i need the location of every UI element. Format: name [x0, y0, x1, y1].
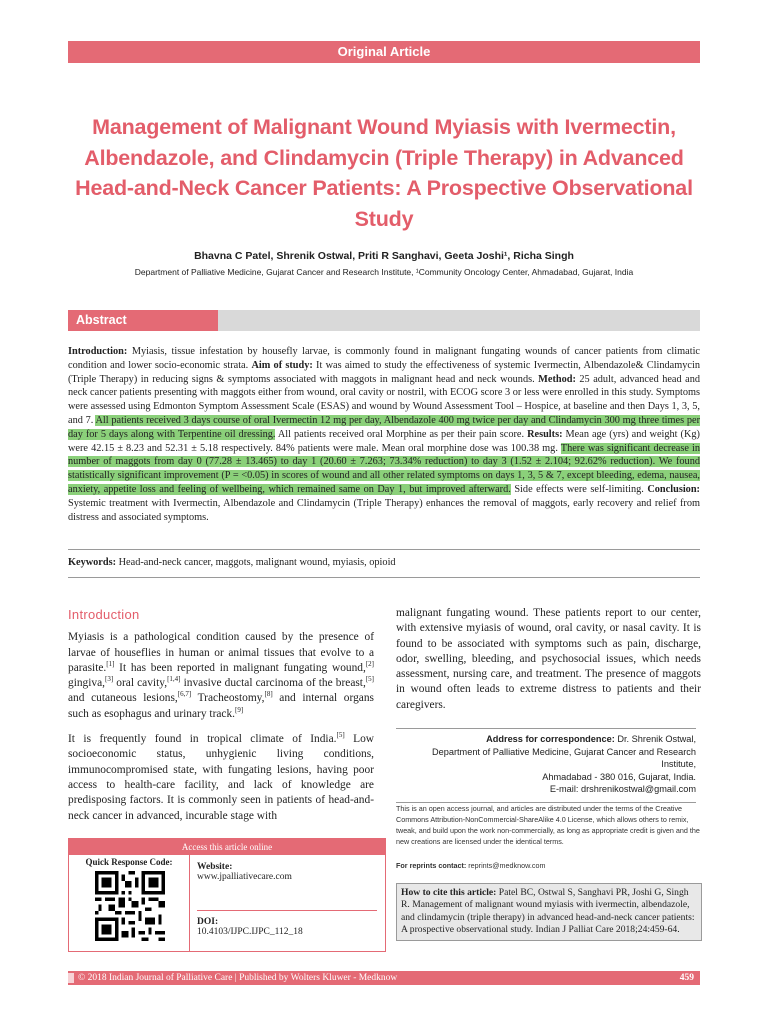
paragraph: malignant fungating wound. These patients report to our center, with extensive myiasis of wound, oral cavity, or nasal cavity. It is found to be associated with symptoms such as pain, discharge, odor, swelling, bleeding, and psychosocial issues, which needs assessment, nursing care, and treatment. The presence of maggots in wound often leads to extreme distress to patients and their caregivers. — [396, 607, 701, 711]
correspondence-email[interactable]: E-mail: drshrenikostwal@gmail.com — [549, 784, 696, 794]
correspondence-line: Ahmadabad - 380 016, Gujarat, India. — [542, 771, 696, 782]
abstract-method: 25 adult, advanced head and neck cancer patients presenting with maggots either from wound, oral cavity or nostril, with ECOG score 3 or less were enrolled in this study. Symptoms were assessed using Edmonton Symptom Assessment Scale (ESAS) and wound by Wound Assessment Tool – Hospice, at baseline and then Days 1, 3, 5, and 7. — [68, 373, 700, 426]
abstract-results-tail: Side effects were self-limiting. — [510, 483, 648, 495]
abstract-conclusion: Systemic treatment with Ivermectin, Albendazole and Clindamycin (Triple Therapy) enhances the removal of maggots, early recovery and relief from distress and associated symptoms. — [68, 497, 700, 523]
divider — [68, 577, 700, 578]
abstract-header — [68, 310, 700, 331]
paragraph: It is frequently found in tropical climate of India.[5] Low socioeconomic status, unhygienic living conditions, immunocompromised state, with fungating lesions, having poor access to health-care facility, and lack of knowledge are predisposing factors. It is commonly seen in patients of head-and-neck cancer in advanced, incurable stage with — [68, 731, 374, 822]
footer-marker — [68, 973, 74, 983]
correspondence-line: Department of Palliative Medicine, Gujarat Cancer and Research Institute, — [431, 746, 696, 769]
paragraph: Myiasis is a pathological condition caused by the presence of larvae of houseflies in human or animal tissues that evolve to a parasite.[1] It has been reported in malignant fungating wound,[2] gingiva,[3] oral cavity,[1,4] invasive ductal carcinoma of the breast,[5] and cutaneous lesions,[6,7] Tracheostomy,[8] and internal organs such as esophagus and urinary track.[9] — [68, 631, 374, 720]
citation-label: How to cite this article: — [401, 887, 497, 898]
qr-code-icon[interactable] — [95, 871, 165, 941]
abstract-label: Abstract — [68, 310, 218, 331]
abstract-results-highlight: There was significant decrease in number of maggots from day 0 (77.28 ± 13.465) to day 1 (20.60 ± 7.263; 73.34% reduction) to day 3 (1.52 ± 2.104; 92.62% reduction). We found statistically significant improvement (P = <0.05) in scores of wound and all other related symptoms on days 1, 3, 5 & 7, except bleeding, edema, nausea, anxiety, appetite loss and feeling of wellbeing, which remained same on Day 1, but improved afterward. — [68, 442, 700, 495]
doi-block — [197, 910, 377, 937]
author-list: Bhavna C Patel, Shrenik Ostwal, Priti R Sanghavi, Geeta Joshi¹, Richa Singh — [194, 250, 574, 262]
website-link[interactable]: www.jpalliativecare.com — [197, 872, 292, 882]
correspondence-name: Dr. Shrenik Ostwal, — [614, 734, 696, 744]
citation-text: Patel BC, Ostwal S, Sanghavi PR, Joshi G, Singh R. Management of malignant wound myiasis with ivermectin, albendazole, and clindamycin (triple therapy) in advanced head-and-neck cancer patients: A prospective observational study. Indian J Palliat Care 2018;24:459-64. — [401, 887, 695, 936]
qr-label: Quick Response Code: — [85, 857, 173, 867]
doi-label: DOI: — [197, 917, 219, 927]
affiliation: Department of Palliative Medicine, Gujarat Cancer and Research Institute, ¹Community Oncology Center, Ahmadabad, Gujarat, India — [134, 267, 634, 277]
correspondence-label: Address for correspondence: — [486, 734, 615, 744]
reprints-email[interactable]: reprints@medknow.com — [466, 861, 546, 870]
abstract-method-label: Method: — [538, 373, 576, 385]
column-left — [68, 607, 374, 834]
section-heading-introduction: Introduction — [68, 607, 140, 622]
citation-box — [396, 883, 702, 941]
qr-section — [69, 855, 190, 951]
column-right — [396, 606, 701, 723]
doi-value[interactable]: 10.4103/IJPC.IJPC_112_18 — [197, 927, 303, 937]
abstract-results: Mean age (yrs) and weight (Kg) were 42.15 ± 8.23 and 52.31 ± 5.18 respectively. 84% patients were male. Mean oral morphine dose was 100.38 mg. — [68, 428, 700, 454]
website-label: Website: — [197, 862, 233, 872]
article-type-banner: Original Article — [68, 41, 700, 63]
abstract-results-label: Results: — [527, 428, 563, 440]
abstract-aim-label: Aim of study: — [251, 359, 313, 371]
abstract-body — [68, 345, 700, 524]
correspondence-block — [396, 728, 696, 803]
access-online-box — [68, 838, 386, 952]
page-number: 459 — [679, 973, 694, 983]
access-header: Access this article online — [69, 839, 385, 855]
abstract-method-tail: All patients received oral Morphine as per their pain score. — [275, 428, 528, 440]
divider — [68, 549, 700, 550]
keywords — [68, 557, 700, 568]
website-block — [197, 862, 292, 882]
footer-text: © 2018 Indian Journal of Palliative Care | Published by Wolters Kluwer - Medknow — [78, 973, 398, 983]
abstract-conclusion-label: Conclusion: — [647, 483, 700, 495]
abstract-method-highlight: All patients received 3 days course of oral Ivermectin 12 mg per day, Albendazole 400 mg twice per day and Clindamycin 300 mg three times per day for 5 days along with Terpentine oil dressing. — [68, 414, 700, 440]
article-title: Management of Malignant Wound Myiasis with Ivermectin, Albendazole, and Clindamycin (Triple Therapy) in Advanced Head-and-Neck Cancer Patients: A Prospective Observational Study — [75, 115, 693, 231]
reprints-contact — [396, 861, 546, 870]
keywords-label: Keywords: — [68, 557, 117, 568]
keywords-text: Head-and-neck cancer, maggots, malignant wound, myiasis, opioid — [116, 557, 396, 568]
abstract-intro: Myiasis, tissue infestation by housefly larvae, is commonly found in malignant fungating wounds of cancer patients from climatic condition and lower socio-economic strata. — [68, 346, 700, 371]
access-details — [191, 855, 383, 951]
reprints-label: For reprints contact: — [396, 861, 467, 870]
abstract-intro-label: Introduction: — [68, 346, 128, 357]
open-access-notice: This is an open access journal, and articles are distributed under the terms of the Creative Commons Attribution-NonCommercial-ShareAlike 4.0 License, which allows others to remix, tweak, and build upon the work non-commercially, as long as appropriate credit is given and the new creations are licensed under the identical terms. — [396, 804, 700, 846]
abstract-aim: It was aimed to study the effectiveness of systemic Ivermectin, Albendazole& Clindamycin (Triple Therapy) in reducing signs & symptoms associated with maggots in malignant head and neck wounds. — [68, 359, 700, 385]
page-footer — [68, 971, 700, 985]
